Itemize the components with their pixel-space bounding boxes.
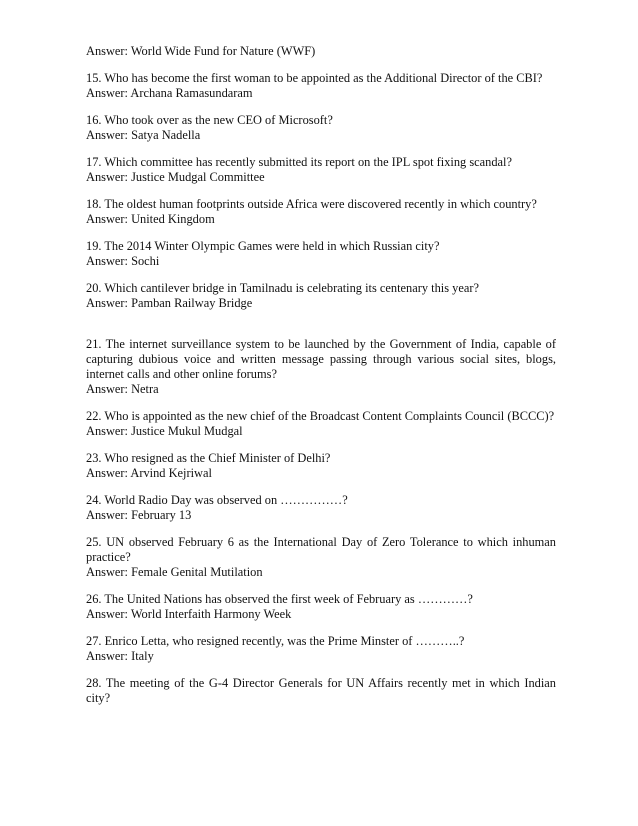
question-21: 21. The internet surveillance system to be launched by the Government of India, capable of capturing dubious voice and written message passing through various social sites, blogs, internet calls and other online forums?: [86, 337, 556, 381]
answer-24: Answer: February 13: [86, 508, 192, 522]
question-17: 17. Which committee has recently submitted its report on the IPL spot fixing scandal?: [86, 155, 513, 169]
question-24: 24. World Radio Day was observed on ……………?: [86, 493, 348, 507]
question-25: 25. UN observed February 6 as the International Day of Zero Tolerance to which inhuman practice?: [86, 535, 556, 564]
answer-16: Answer: Satya Nadella: [86, 128, 201, 142]
question-27: 27. Enrico Letta, who resigned recently, was the Prime Minster of ………..?: [86, 634, 465, 648]
answer-15: Answer: Archana Ramasundaram: [86, 86, 253, 100]
answer-18: Answer: United Kingdom: [86, 212, 215, 226]
answer-27: Answer: Italy: [86, 649, 154, 663]
question-26: 26. The United Nations has observed the first week of February as …………?: [86, 592, 473, 606]
question-16: 16. Who took over as the new CEO of Microsoft?: [86, 113, 333, 127]
answer-14: Answer: World Wide Fund for Nature (WWF): [86, 44, 316, 58]
answer-19: Answer: Sochi: [86, 254, 160, 268]
answer-26: Answer: World Interfaith Harmony Week: [86, 607, 292, 621]
question-28: 28. The meeting of the G-4 Director Generals for UN Affairs recently met in which Indian city?: [86, 676, 556, 705]
question-23: 23. Who resigned as the Chief Minister of Delhi?: [86, 451, 331, 465]
question-18: 18. The oldest human footprints outside Africa were discovered recently in which country?: [86, 197, 537, 211]
answer-23: Answer: Arvind Kejriwal: [86, 466, 212, 480]
question-15: 15. Who has become the first woman to be appointed as the Additional Director of the CBI?: [86, 71, 543, 85]
answer-17: Answer: Justice Mudgal Committee: [86, 170, 265, 184]
answer-22: Answer: Justice Mukul Mudgal: [86, 424, 243, 438]
answer-20: Answer: Pamban Railway Bridge: [86, 296, 253, 310]
answer-25: Answer: Female Genital Mutilation: [86, 565, 263, 579]
document-page: [86, 44, 556, 706]
answer-21: Answer: Netra: [86, 382, 159, 396]
question-19: 19. The 2014 Winter Olympic Games were held in which Russian city?: [86, 239, 440, 253]
question-20: 20. Which cantilever bridge in Tamilnadu is celebrating its centenary this year?: [86, 281, 479, 295]
question-22: 22. Who is appointed as the new chief of the Broadcast Content Complaints Council (BCCC)?: [86, 409, 555, 423]
